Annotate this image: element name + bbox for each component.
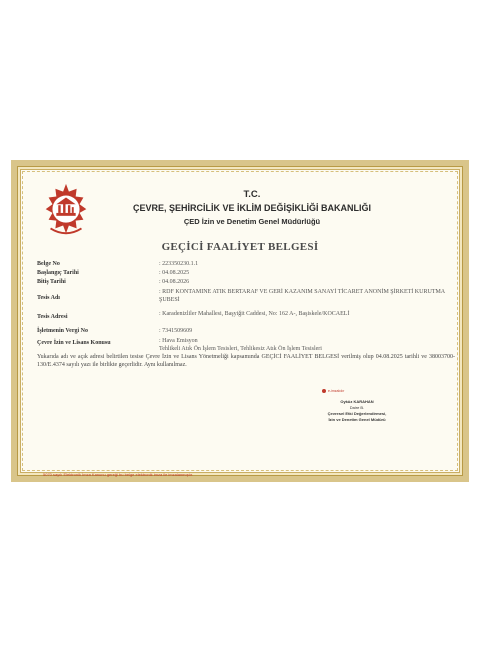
field-value: : 04.08.2026 <box>159 279 459 287</box>
stamp-icon <box>322 389 326 393</box>
field-label: Bitiş Tarihi <box>37 279 66 285</box>
directorate-name: ÇED İzin ve Denetim Genel Müdürlüğü <box>183 217 321 226</box>
header-tc: T.C. <box>243 189 261 200</box>
field-value: : Hava Emisyon Tehlikeli Atık Ön İşlem Tesisleri, Tehlikesiz Atık Ön İşlem Tesisleri <box>159 338 459 353</box>
field-value: : 223350230.1.1 <box>159 261 459 269</box>
field-label: İşletmenin Vergi No <box>37 328 88 334</box>
document-title: GEÇİCİ FAALİYET BELGESİ <box>161 241 319 253</box>
field-value: : Karadenizliler Mahallesi, Başyiğit Caddesi, No: 162 A-, Başiskele/KOCAELİ <box>159 311 459 319</box>
certificate-frame <box>11 160 469 482</box>
field-label: Başlangıç Tarihi <box>37 270 79 276</box>
ministry-emblem-icon <box>37 182 95 240</box>
field-label: Tesis Adresi <box>37 314 68 320</box>
certificate-body-text: Yukarıda adı ve açık adresi belirtilen tesise Çevre İzin ve Lisans Yönetmeliği kapsamında GEÇİCİ FAALİYET BELGESİ verilmiş olup 04.08.2025 tarihli ve 38003700-130/E.4374 sayılı yazı ile birlikte geçerlidir. Aynı kullanılmaz. <box>37 354 455 368</box>
e-signature-footer-note: 5070 sayılı Elektronik İmza Kanunu gereği bu belge elektronik imza ile imzalanmıştır. <box>43 472 194 477</box>
signature-block <box>307 399 407 423</box>
signatory-unit-line1: Çevresel Etki Değerlendirmesi, <box>327 411 387 416</box>
signatory-title: Daire B. <box>349 405 365 410</box>
field-label: Çevre İzin ve Lisans Konusu <box>37 340 111 346</box>
field-value: : 7341509609 <box>159 328 459 336</box>
ministry-name: ÇEVRE, ŞEHİRCİLİK VE İKLİM DEĞİŞİKLİĞİ BAKANLIĞI <box>132 203 372 213</box>
signatory-unit-line2: İzin ve Denetim Genel Müdürü <box>328 417 386 422</box>
field-value: : RDF KONTAMINE ATIK BERTARAF VE GERİ KAZANIM SANAYİ TİCARET ANONİM ŞİRKETİ KURUTMA ŞUBESİ <box>159 289 459 304</box>
signatory-name: Oyküz KARAHAN <box>340 399 374 404</box>
stamp-label: e-imzalıdır <box>328 389 345 393</box>
field-value: : 04.08.2025 <box>159 270 459 278</box>
e-signature-stamp <box>322 389 344 393</box>
field-label: Belge No <box>37 261 60 267</box>
field-label: Tesis Adı <box>37 295 60 301</box>
